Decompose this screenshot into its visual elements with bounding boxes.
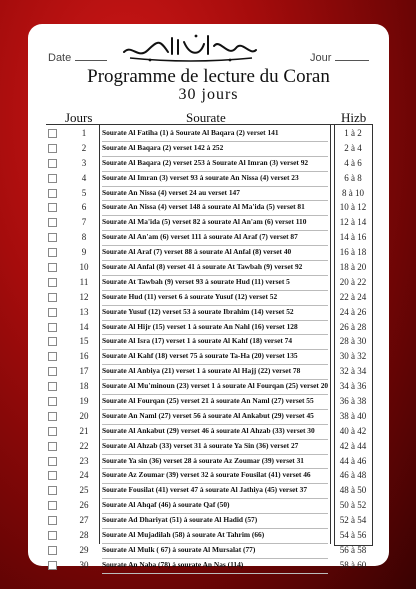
table-row xyxy=(28,157,389,172)
day-checkbox[interactable] xyxy=(48,516,57,525)
day-checkbox[interactable] xyxy=(48,263,57,272)
table-row xyxy=(28,469,389,484)
table-row xyxy=(28,261,389,276)
day-number: 11 xyxy=(79,276,89,287)
day-checkbox[interactable] xyxy=(48,248,57,257)
day-checkbox[interactable] xyxy=(48,531,57,540)
table-row xyxy=(28,350,389,365)
sourate-range: Sourate Al Ahzab (33) verset 31 à sourate Ya Sin (36) verset 27 xyxy=(102,440,299,450)
table-row xyxy=(28,410,389,425)
sourate-range: Sourate Al Fourqan (25) verset 21 à sourate An Naml (27) verset 55 xyxy=(102,396,314,406)
table-row xyxy=(28,216,389,231)
sourate-range: Sourate Al Isra (17) verset 1 à sourate Al Kahf (18) verset 74 xyxy=(102,336,293,346)
table-row xyxy=(28,187,389,202)
hizb-range: 28 à 30 xyxy=(339,336,367,347)
hizb-range: 1 à 2 xyxy=(344,128,362,138)
day-number: 30 xyxy=(79,559,89,570)
table-row xyxy=(28,395,389,410)
page-subtitle: 30 jours xyxy=(178,86,239,103)
day-checkbox[interactable] xyxy=(48,337,57,346)
day-number: 27 xyxy=(79,515,89,526)
table-row xyxy=(28,291,389,306)
table-row xyxy=(28,246,389,261)
day-checkbox[interactable] xyxy=(48,486,57,495)
sourate-range: Sourate An Nissa (4) verset 24 au verset 147 xyxy=(102,187,240,197)
day-number: 18 xyxy=(79,381,89,392)
sourate-range: Sourate Al Anbiya (21) verset 1 à sourate Al Hajj (22) verset 78 xyxy=(102,366,301,376)
day-number: 6 xyxy=(81,202,87,213)
hizb-range: 18 à 20 xyxy=(339,262,367,273)
sourate-range: Sourate At Tawbah (9) verset 93 à sourate Hud (11) verset 5 xyxy=(102,276,290,286)
sourate-range: Sourate Yusuf (12) verset 53 à sourate Ibrahim (14) verset 52 xyxy=(102,306,294,316)
hizb-range: 2 à 4 xyxy=(344,142,362,153)
day-number: 22 xyxy=(79,440,89,451)
day-checkbox[interactable] xyxy=(48,189,57,198)
day-checkbox[interactable] xyxy=(48,233,57,242)
day-number: 8 xyxy=(81,232,87,243)
sourate-range: Sourate Al Ma'ida (5) verset 82 à sourate Al An'am (6) verset 110 xyxy=(102,217,307,227)
column-header-sourate: Sourate xyxy=(186,110,226,125)
hizb-range: 10 à 12 xyxy=(339,202,367,213)
sourate-range: Sourate An Nissa (4) verset 148 à sourate Al Ma'ida (5) verset 81 xyxy=(102,202,305,212)
date-label: Date xyxy=(48,52,72,64)
day-checkbox[interactable] xyxy=(48,174,57,183)
day-checkbox[interactable] xyxy=(48,412,57,421)
table-row xyxy=(28,425,389,440)
sourate-range: Sourate Ad Dhariyat (51) à sourate Al Hadid (57) xyxy=(102,515,258,525)
day-checkbox[interactable] xyxy=(48,352,57,361)
day-checkbox[interactable] xyxy=(48,159,57,168)
table-row xyxy=(28,455,389,470)
day-number: 4 xyxy=(81,172,87,183)
day-checkbox[interactable] xyxy=(48,278,57,287)
sourate-range: Sourate Al Baqara (2) verset 253 à Sourate Al Imran (3) verset 92 xyxy=(102,157,309,167)
sourate-range: Sourate Al Mujadilah (58) à sourate At Tahrim (66) xyxy=(102,530,265,540)
table-row xyxy=(28,321,389,336)
sourate-range: Sourate Al Anfal (8) verset 41 à sourate At Tawbah (9) verset 92 xyxy=(102,262,303,272)
day-number: 15 xyxy=(79,336,89,347)
sourate-range: Sourate Ya sin (36) verset 28 à sourate Az Zoumar (39) verset 31 xyxy=(102,455,304,465)
hizb-range: 54 à 56 xyxy=(339,530,367,541)
hizb-range: 22 à 24 xyxy=(339,291,367,302)
sourate-range: Sourate Al An'am (6) verset 111 à sourate Al Araf (7) verset 87 xyxy=(102,232,298,242)
day-number: 9 xyxy=(81,247,87,258)
table-row xyxy=(28,306,389,321)
table-row xyxy=(28,231,389,246)
date-field[interactable] xyxy=(48,52,107,64)
sourate-range: Sourate Al Ahqaf (46) à sourate Qaf (50) xyxy=(102,500,230,510)
sourate-range: Sourate Hud (11) verset 6 à sourate Yusuf (12) verset 52 xyxy=(102,291,278,301)
day-checkbox[interactable] xyxy=(48,323,57,332)
sourate-range: Sourate Al Mu'minoun (23) verset 1 à sourate Al Fourqan (25) verset 20 xyxy=(102,381,329,391)
hizb-range: 14 à 16 xyxy=(339,232,367,243)
day-number: 10 xyxy=(79,262,89,273)
reading-table xyxy=(28,127,389,574)
hizb-range: 58 à 60 xyxy=(339,559,367,570)
hizb-range: 32 à 34 xyxy=(339,366,367,377)
day-checkbox[interactable] xyxy=(48,561,57,570)
day-checkbox[interactable] xyxy=(48,427,57,436)
table-row xyxy=(28,544,389,559)
hizb-range: 38 à 40 xyxy=(339,410,367,421)
sourate-range: Sourate Al Hijr (15) verset 1 à sourate An Nahl (16) verset 128 xyxy=(102,321,298,331)
sourate-range: Sourate Al Imran (3) verset 93 à sourate An Nissa (4) verset 23 xyxy=(102,172,299,182)
hizb-range: 6 à 8 xyxy=(344,172,362,183)
jour-field[interactable] xyxy=(310,52,369,64)
row-separator xyxy=(102,573,328,574)
hizb-range: 8 à 10 xyxy=(342,187,364,198)
sourate-range: Sourate Al Ankabut (29) verset 46 à sourate Al Ahzab (33) verset 30 xyxy=(102,425,315,435)
table-row xyxy=(28,440,389,455)
hizb-range: 52 à 54 xyxy=(339,515,367,526)
day-number: 3 xyxy=(81,157,87,168)
hizb-range: 4 à 6 xyxy=(344,157,362,168)
table-row xyxy=(28,499,389,514)
day-checkbox[interactable] xyxy=(48,203,57,212)
table-row xyxy=(28,142,389,157)
table-row xyxy=(28,365,389,380)
day-checkbox[interactable] xyxy=(48,144,57,153)
hizb-range: 26 à 28 xyxy=(339,321,367,332)
sourate-range: Sourate An Naml (27) verset 56 à sourate Al Ankabut (29) verset 45 xyxy=(102,410,314,420)
hizb-range: 12 à 14 xyxy=(339,217,367,228)
day-checkbox[interactable] xyxy=(48,501,57,510)
jour-underline xyxy=(335,52,369,61)
hizb-range: 50 à 52 xyxy=(339,500,367,511)
table-row xyxy=(28,276,389,291)
hizb-range: 24 à 26 xyxy=(339,306,367,317)
day-checkbox[interactable] xyxy=(48,471,57,480)
table-row xyxy=(28,529,389,544)
day-number: 16 xyxy=(79,351,89,362)
hizb-range: 30 à 32 xyxy=(339,351,367,362)
basmala-calligraphy-icon xyxy=(120,30,260,66)
day-checkbox[interactable] xyxy=(48,129,57,138)
day-number: 21 xyxy=(79,425,89,436)
day-number: 17 xyxy=(79,366,89,377)
day-number: 7 xyxy=(81,217,87,228)
day-number: 29 xyxy=(79,544,89,555)
day-checkbox[interactable] xyxy=(48,546,57,555)
sourate-range: Sourate Az Zoumar (39) verset 32 à sourate Fousilat (41) verset 46 xyxy=(102,470,311,480)
day-checkbox[interactable] xyxy=(48,367,57,376)
day-checkbox[interactable] xyxy=(48,442,57,451)
table-row xyxy=(28,484,389,499)
day-number: 14 xyxy=(79,321,89,332)
day-checkbox[interactable] xyxy=(48,293,57,302)
sourate-range: Sourate Al Kahf (18) verset 75 à sourate Ta-Ha (20) verset 135 xyxy=(102,351,298,361)
jour-label: Jour xyxy=(310,52,332,64)
day-number: 24 xyxy=(79,470,89,481)
table-row xyxy=(28,514,389,529)
table-row xyxy=(28,559,389,574)
day-checkbox[interactable] xyxy=(48,382,57,391)
table-row xyxy=(28,335,389,350)
day-number: 1 xyxy=(81,128,87,138)
table-row xyxy=(28,127,389,142)
hizb-range: 56 à 58 xyxy=(339,544,367,555)
hizb-range: 34 à 36 xyxy=(339,381,367,392)
page-title: Programme de lecture du Coran xyxy=(87,66,330,87)
day-number: 28 xyxy=(79,530,89,541)
header xyxy=(28,24,389,103)
sourate-range: Sourate Al Araf (7) verset 88 à sourate Al Anfal (8) verset 40 xyxy=(102,247,292,257)
day-number: 12 xyxy=(79,291,89,302)
hizb-range: 42 à 44 xyxy=(339,440,367,451)
hizb-range: 20 à 22 xyxy=(339,276,367,287)
table-row xyxy=(28,172,389,187)
day-checkbox[interactable] xyxy=(48,457,57,466)
day-number: 20 xyxy=(79,410,89,421)
day-number: 25 xyxy=(79,485,89,496)
day-number: 13 xyxy=(79,306,89,317)
date-underline xyxy=(75,52,107,61)
day-number: 23 xyxy=(79,455,89,466)
day-checkbox[interactable] xyxy=(48,218,57,227)
table-row xyxy=(28,201,389,216)
day-number: 5 xyxy=(81,187,87,198)
day-number: 26 xyxy=(79,500,89,511)
day-number: 2 xyxy=(81,142,87,153)
sourate-range: Sourate Al Baqara (2) verset 142 à 252 xyxy=(102,142,224,152)
day-number: 19 xyxy=(79,396,89,407)
sourate-range: Sourate Fousilat (41) verset 47 à sourate Al Jathiya (45) verset 37 xyxy=(102,485,308,495)
table-row xyxy=(28,380,389,395)
hizb-range: 46 à 48 xyxy=(339,470,367,481)
hizb-range: 16 à 18 xyxy=(339,247,367,258)
reading-plan-card xyxy=(28,24,389,570)
hizb-range: 40 à 42 xyxy=(339,425,367,436)
hizb-range: 36 à 38 xyxy=(339,396,367,407)
day-checkbox[interactable] xyxy=(48,308,57,317)
day-checkbox[interactable] xyxy=(48,397,57,406)
sourate-range: Sourate Al Fatiha (1) à Sourate Al Baqara (2) verset 141 xyxy=(102,128,279,137)
sourate-range: Sourate An Naba (78) à sourate An Nas (114) xyxy=(102,559,244,569)
sourate-range: Sourate Al Mulk ( 67) à sourate Al Mursalat (77) xyxy=(102,544,256,554)
hizb-range: 44 à 46 xyxy=(339,455,367,466)
column-header-jours: Jours xyxy=(65,110,93,125)
column-header-hizb: Hizb xyxy=(341,110,367,125)
hizb-range: 48 à 50 xyxy=(339,485,367,496)
